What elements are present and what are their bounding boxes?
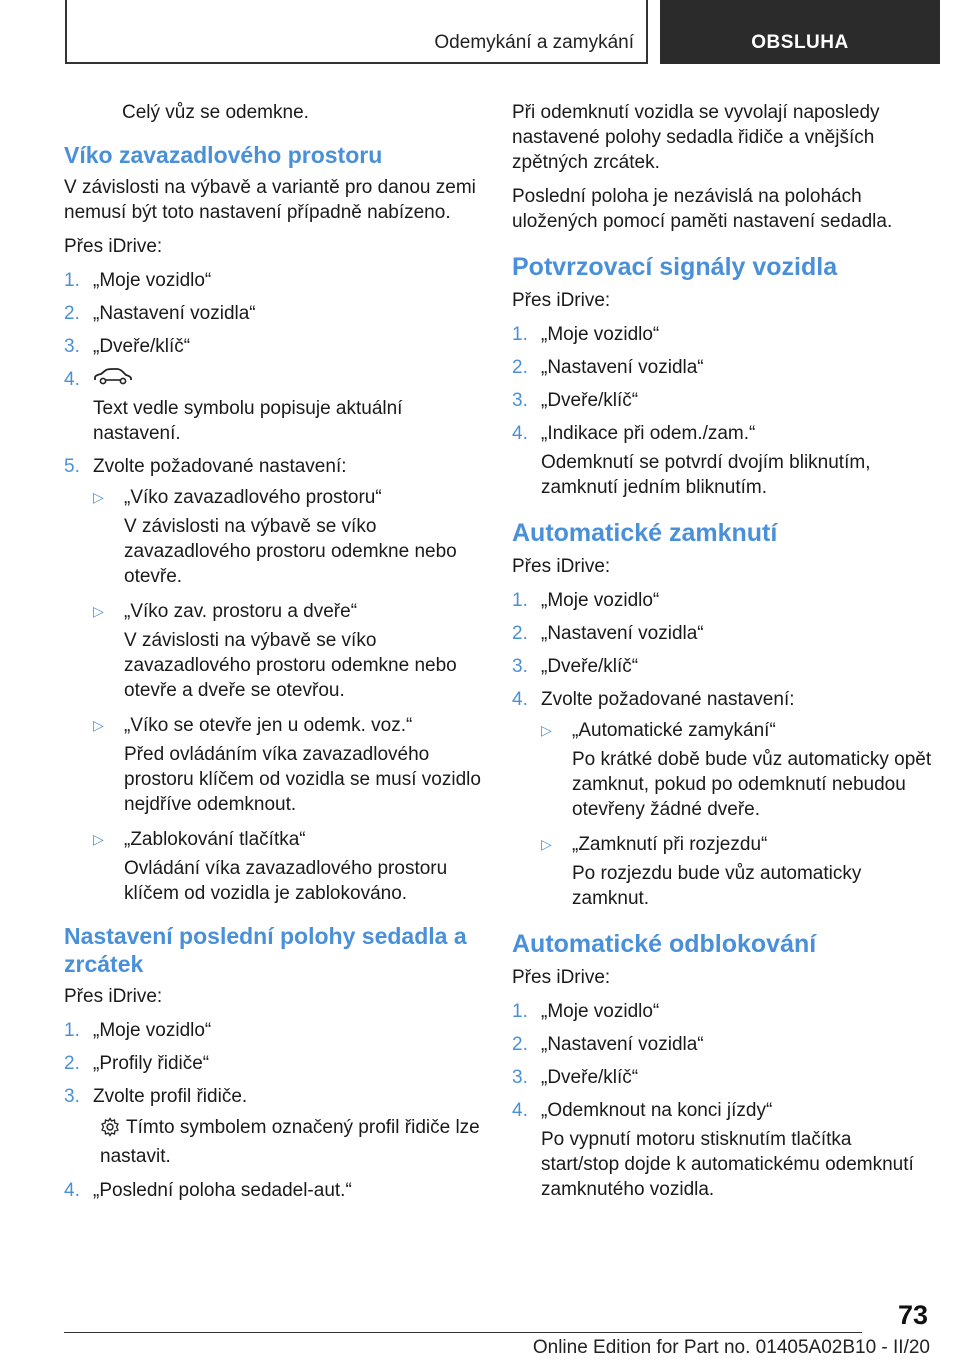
footer-divider — [64, 1332, 862, 1333]
step-item — [64, 1178, 484, 1203]
step-number: 1. — [64, 1020, 80, 1042]
step-label: „Dveře/klíč“ — [541, 656, 639, 677]
option-description: Po krátké době bude vůz automaticky opět zamknut, pokud po odemknutí nebudou otevřeny žádné dveře. — [572, 749, 932, 820]
step-number: 4. — [512, 1100, 528, 1121]
page-number: 73 — [897, 1300, 928, 1330]
left-column — [64, 100, 484, 1211]
step-item — [512, 999, 932, 1024]
step-label: „Moje vozidlo“ — [93, 1020, 212, 1042]
step-number: 4. — [512, 689, 528, 710]
step-number: 3. — [512, 656, 528, 677]
step-item — [64, 1051, 484, 1076]
step-number: 3. — [64, 336, 80, 357]
option-description: Po rozjezdu bude vůz automaticky zamknut. — [572, 863, 862, 909]
step-item — [64, 268, 484, 293]
step-number: 1. — [512, 324, 528, 345]
triangle-bullet-icon: ▷ — [93, 489, 104, 506]
step-label: Zvolte požadované nastavení: — [541, 689, 795, 710]
step-label: „Nastavení vozidla“ — [93, 303, 256, 324]
heading-seat-mirror: Nastavení poslední polohy sedadla a zrcátek — [64, 923, 467, 978]
step-number: 1. — [512, 1001, 528, 1022]
step-label: „Dveře/klíč“ — [93, 336, 191, 357]
step-label: „Poslední poloha sedadel-aut.“ — [93, 1180, 352, 1202]
step-label: „Indikace při odem./zam.“ — [541, 423, 756, 444]
step-item — [64, 334, 484, 359]
option-label: „Víko se otevře jen u odemk. voz.“ — [124, 715, 413, 737]
page-header — [65, 0, 940, 65]
option-item — [93, 599, 484, 703]
step-item — [64, 301, 484, 326]
step-label: „Odemknout na konci jízdy“ — [541, 1100, 773, 1121]
step-label: „Moje vozidlo“ — [93, 270, 212, 291]
car-icon — [93, 367, 133, 392]
chapter-tab: OBSLUHA — [660, 0, 940, 64]
idrive-label: Přes iDrive: — [64, 236, 163, 257]
trunk-options — [93, 485, 484, 906]
step-item — [512, 322, 932, 347]
step-number: 3. — [512, 1067, 528, 1088]
step-label: „Moje vozidlo“ — [541, 1001, 660, 1022]
option-item — [541, 718, 932, 822]
option-description: V závislosti na výbavě se víko zavazadlového prostoru odemkne nebo otevře a dveře se otevřou. — [124, 630, 457, 702]
step-label: „Profily řidiče“ — [93, 1053, 210, 1075]
option-label: „Zamknutí při rozjezdu“ — [572, 834, 768, 855]
autolock-options — [541, 718, 932, 911]
step-label: „Nastavení vozidla“ — [541, 357, 704, 378]
section-title: Odemykání a zamykání — [65, 0, 648, 64]
step-item — [512, 1065, 932, 1090]
step-label: „Nastavení vozidla“ — [541, 1034, 704, 1055]
step-item — [512, 355, 932, 380]
idrive-label: Přes iDrive: — [512, 556, 611, 577]
step-number: 3. — [64, 1086, 80, 1108]
step-item — [512, 1032, 932, 1057]
option-description: Ovládání víka zavazadlového prostoru klíčem od vozidla je zablokováno. — [124, 858, 448, 905]
step-item — [64, 1084, 484, 1109]
idrive-label: Přes iDrive: — [512, 967, 611, 988]
step-item — [512, 687, 932, 911]
gear-icon — [100, 1117, 120, 1144]
heading-confirmation-signals: Potvrzovací signály vozidla — [512, 253, 838, 281]
step-item — [512, 1098, 932, 1202]
trunk-availability-note: V závislosti na výbavě a variantě pro danou zemi nemusí být toto nastavení případně nabízeno. — [64, 177, 476, 223]
triangle-bullet-icon: ▷ — [93, 717, 104, 734]
autounlock-steps — [512, 999, 932, 1202]
seat-steps-cont — [64, 1178, 484, 1203]
step-number: 2. — [512, 357, 528, 378]
step-label: Zvolte profil řidiče. — [93, 1086, 248, 1108]
seat-memory-text: Poslední poloha je nezávislá na polohách uložených pomocí paměti nastavení sedadla. — [512, 186, 893, 232]
edition-footer: Online Edition for Part no. 01405A02B10 - II/20 — [532, 1337, 930, 1358]
seat-recall-text: Při odemknutí vozidla se vyvolají naposledy nastavené polohy sedadla řidiče a vnějších zpětných zrcátek. — [512, 102, 880, 173]
step-item — [512, 621, 932, 646]
step-number: 5. — [64, 456, 80, 478]
heading-auto-unlock: Automatické odblokování — [512, 930, 817, 958]
step-label: „Dveře/klíč“ — [541, 1067, 639, 1088]
triangle-bullet-icon: ▷ — [541, 722, 552, 738]
option-label: „Víko zav. prostoru a dveře“ — [124, 601, 358, 623]
step-label: „Dveře/klíč“ — [541, 390, 639, 411]
gear-note — [64, 1115, 484, 1169]
heading-trunk-lid: Víko zavazadlového prostoru — [64, 142, 383, 168]
right-column — [512, 100, 932, 1210]
step-number: 3. — [512, 390, 528, 411]
step-item — [512, 654, 932, 679]
step-item — [64, 1018, 484, 1043]
triangle-bullet-icon: ▷ — [541, 836, 552, 852]
step-number: 2. — [64, 1053, 80, 1075]
intro-text: Celý vůz se odemkne. — [122, 102, 309, 123]
option-label: „Víko zavazadlového prostoru“ — [124, 487, 382, 509]
option-item — [93, 827, 484, 906]
step-number: 4. — [64, 369, 80, 390]
step-item — [512, 588, 932, 613]
step-label: Zvolte požadované nastavení: — [93, 456, 347, 478]
idrive-label: Přes iDrive: — [512, 290, 611, 311]
step-number: 1. — [64, 270, 80, 291]
option-item — [93, 485, 484, 589]
step-label: „Nastavení vozidla“ — [541, 623, 704, 644]
step-label: „Moje vozidlo“ — [541, 590, 660, 611]
option-label: „Automatické zamykání“ — [572, 720, 776, 741]
step-description: Po vypnutí motoru stisknutím tlačítka start/stop dojde k automatickému odemknutí zamknutého vozidla. — [541, 1129, 914, 1200]
option-label: „Zablokování tlačítka“ — [124, 829, 306, 851]
heading-auto-lock: Automatické zamknutí — [512, 519, 778, 547]
step-item — [64, 454, 484, 906]
trunk-steps — [64, 268, 484, 906]
step-description: Odemknutí se potvrdí dvojím bliknutím, zamknutí jedním bliknutím. — [541, 452, 871, 498]
step-item — [512, 421, 932, 500]
triangle-bullet-icon: ▷ — [93, 603, 104, 620]
autolock-steps — [512, 588, 932, 911]
confirm-steps — [512, 322, 932, 500]
step-label: „Moje vozidlo“ — [541, 324, 660, 345]
option-item — [93, 713, 484, 817]
step-number: 2. — [64, 303, 80, 324]
step-item — [64, 367, 484, 446]
step-number: 4. — [512, 423, 528, 444]
step-number: 2. — [512, 623, 528, 644]
step-item — [512, 388, 932, 413]
gear-note-text: Tímto symbolem označený profil řidiče lze nastavit. — [100, 1117, 480, 1168]
step-number: 2. — [512, 1034, 528, 1055]
option-description: Před ovládáním víka zavazadlového prostoru klíčem od vozidla se musí vozidlo nejdříve odemknout. — [124, 744, 481, 816]
step-description: Text vedle symbolu popisuje aktuální nastavení. — [93, 398, 403, 445]
seat-steps — [64, 1018, 484, 1109]
option-description: V závislosti na výbavě se víko zavazadlového prostoru odemkne nebo otevře. — [124, 516, 457, 588]
triangle-bullet-icon: ▷ — [93, 831, 104, 848]
step-number: 1. — [512, 590, 528, 611]
step-number: 4. — [64, 1180, 80, 1202]
option-item — [541, 832, 932, 911]
idrive-label: Přes iDrive: — [64, 986, 163, 1008]
